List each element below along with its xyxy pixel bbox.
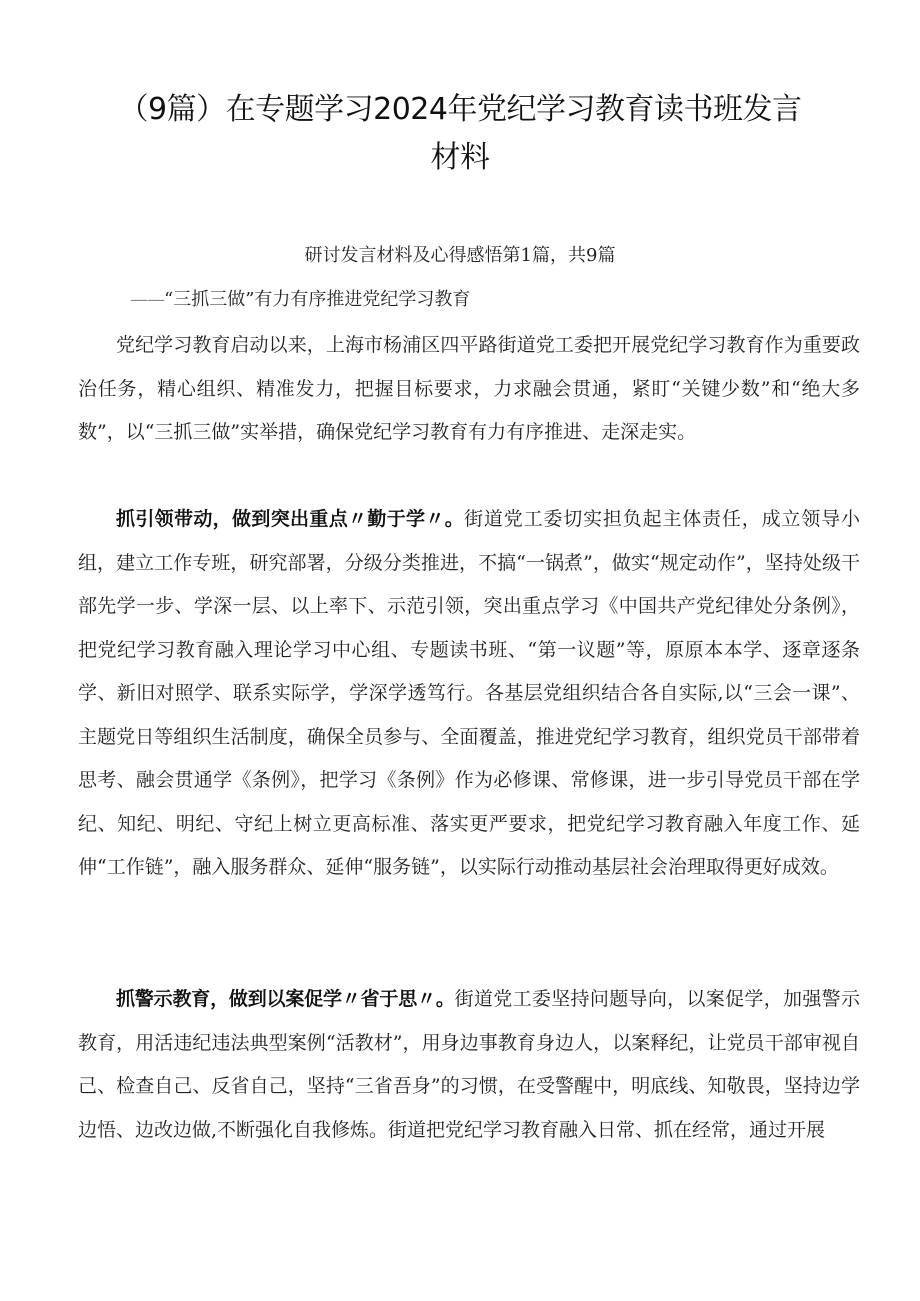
body-paragraph-3 <box>78 978 860 1152</box>
paragraph-3-body: 街道党工委坚持问题导向，以案促学，加强警示教育，用活违纪违法典型案例“活教材”，用身边事教育身边人，以案释纪，让党员干部审视自己、检查自己、反省自己，坚持“三省吾身”的习惯，在受警醒中，明底线、知敬畏，坚持边学边悟、边改边做,不断强化自我修炼。街道把党纪学习教育融入日常、抓在经常，通过开展 <box>78 988 860 1141</box>
body-paragraph-2 <box>78 498 860 890</box>
paragraph-2-lead: 抓引领带动，做到突出重点〃勤于学〃。 <box>116 508 465 530</box>
section-subheading <box>130 286 470 314</box>
paragraph-3-lead: 抓警示教育，做到以案促学〃省于思〃。 <box>116 988 455 1010</box>
body-paragraph-1 <box>78 324 860 455</box>
title-line-2: 材料 <box>430 140 490 175</box>
subheading-text: “三抓三做”有力有序推进党纪学习教育 <box>164 289 471 310</box>
document-subtitle: 研讨发言材料及心得感悟第1篇，共9篇 <box>304 245 616 266</box>
title-line-1: （9篇）在专题学习2024年党纪学习教育读书班发言 <box>118 92 802 127</box>
document-title <box>100 86 820 182</box>
subheading-dash: —— <box>130 289 164 310</box>
paragraph-1-body: 党纪学习教育启动以来，上海市杨浦区四平路街道党工委把开展党纪学习教育作为重要政治任务，精心组织、精准发力，把握目标要求，力求融会贯通，紧盯“关键少数”和“绝大多数”，以“三抓三做”实举措，确保党纪学习教育有力有序推进、走深走实。 <box>78 334 860 443</box>
paragraph-2-body: 街道党工委切实担负起主体责任，成立领导小组，建立工作专班，研究部署，分级分类推进，不搞“一锅煮”，做实“规定动作”，坚持处级干部先学一步、学深一层、以上率下、示范引领，突出重点学习《中国共产党纪律处分条例》，把党纪学习教育融入理论学习中心组、专题读书班、“第一议题”等，原原本本学、逐章逐条学、新旧对照学、联系实际学，学深学透笃行。各基层党组织结合各自实际,以“三会一课”、主题党日等组织生活制度，确保全员参与、全面覆盖，推进党纪学习教育，组织党员干部带着思考、融会贯通学《条例》，把学习《条例》作为必修课、常修课，进一步引导党员干部在学纪、知纪、明纪、守纪上树立更高标准、落实更严要求，把党纪学习教育融入年度工作、延伸“工作链”，融入服务群众、延伸“服务链”，以实际行动推动基层社会治理取得更好成效。 <box>78 508 860 878</box>
